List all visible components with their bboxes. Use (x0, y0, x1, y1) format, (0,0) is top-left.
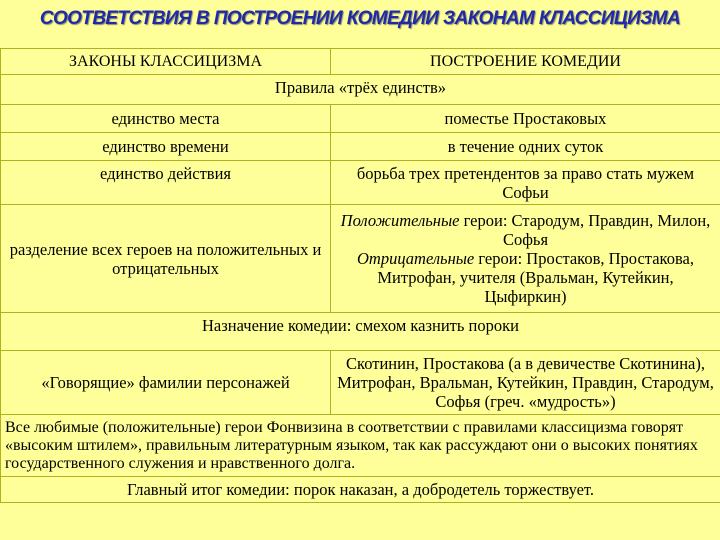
negative-heroes: герои: Простаков, Простакова, Митрофан, учителя (Вральман, Кутейкин, Цыфиркин) (377, 249, 694, 306)
names-row (1, 351, 720, 415)
division-row (1, 205, 720, 313)
division-comedy-cell (331, 205, 720, 313)
positive-label: Положительные (340, 211, 460, 230)
table-row (1, 161, 720, 205)
law-cell: единство времени (1, 133, 331, 161)
purpose-text: Назначение комедии: смехом казнить пороки (1, 313, 720, 351)
comedy-cell: в течение одних суток (331, 133, 720, 161)
table-row (1, 105, 720, 133)
comedy-cell: борьба трех претендентов за право стать мужем Софьи (331, 161, 720, 205)
rules-header-row (1, 75, 720, 105)
comedy-cell: поместье Простаковых (331, 105, 720, 133)
law-cell: единство действия (1, 161, 331, 205)
speech-row (1, 415, 720, 477)
positive-heroes: герои: Стародум, Правдин, Милон, Софья (459, 211, 711, 249)
purpose-row (1, 313, 720, 351)
negative-label: Отрицательные (357, 249, 475, 268)
column-header-comedy: ПОСТРОЕНИЕ КОМЕДИИ (331, 49, 720, 75)
conclusion-text: Главный итог комедии: порок наказан, а добродетель торжествует. (1, 477, 720, 503)
page-title: СООТВЕТСТВИЯ В ПОСТРОЕНИИ КОМЕДИИ ЗАКОНАМ КЛАССИЦИЗМА (39, 8, 681, 29)
comedy-cell: Скотинин, Простакова (а в девичестве Скотинина), Митрофан, Вральман, Кутейкин, Правдин, Стародум, Софья (греч. «мудрость») (331, 351, 720, 415)
table-header-row (1, 49, 720, 75)
rules-header: Правила «трёх единств» (1, 75, 720, 105)
heroes-speech-text: Все любимые (положительные) герои Фонвизина в соответствии с правилами классицизма говорят «высоким штилем», правильным литературным языком, так как рассуждают они о высоких понятиях государственного служения и нравственного долга. (1, 415, 720, 477)
law-cell: разделение всех героев на положительных и отрицательных (1, 205, 331, 313)
comparison-table (0, 48, 720, 503)
conclusion-row (1, 477, 720, 503)
law-cell: единство места (1, 105, 331, 133)
law-cell: «Говорящие» фамилии персонажей (1, 351, 331, 415)
column-header-laws: ЗАКОНЫ КЛАССИЦИЗМА (1, 49, 331, 75)
table-row (1, 133, 720, 161)
